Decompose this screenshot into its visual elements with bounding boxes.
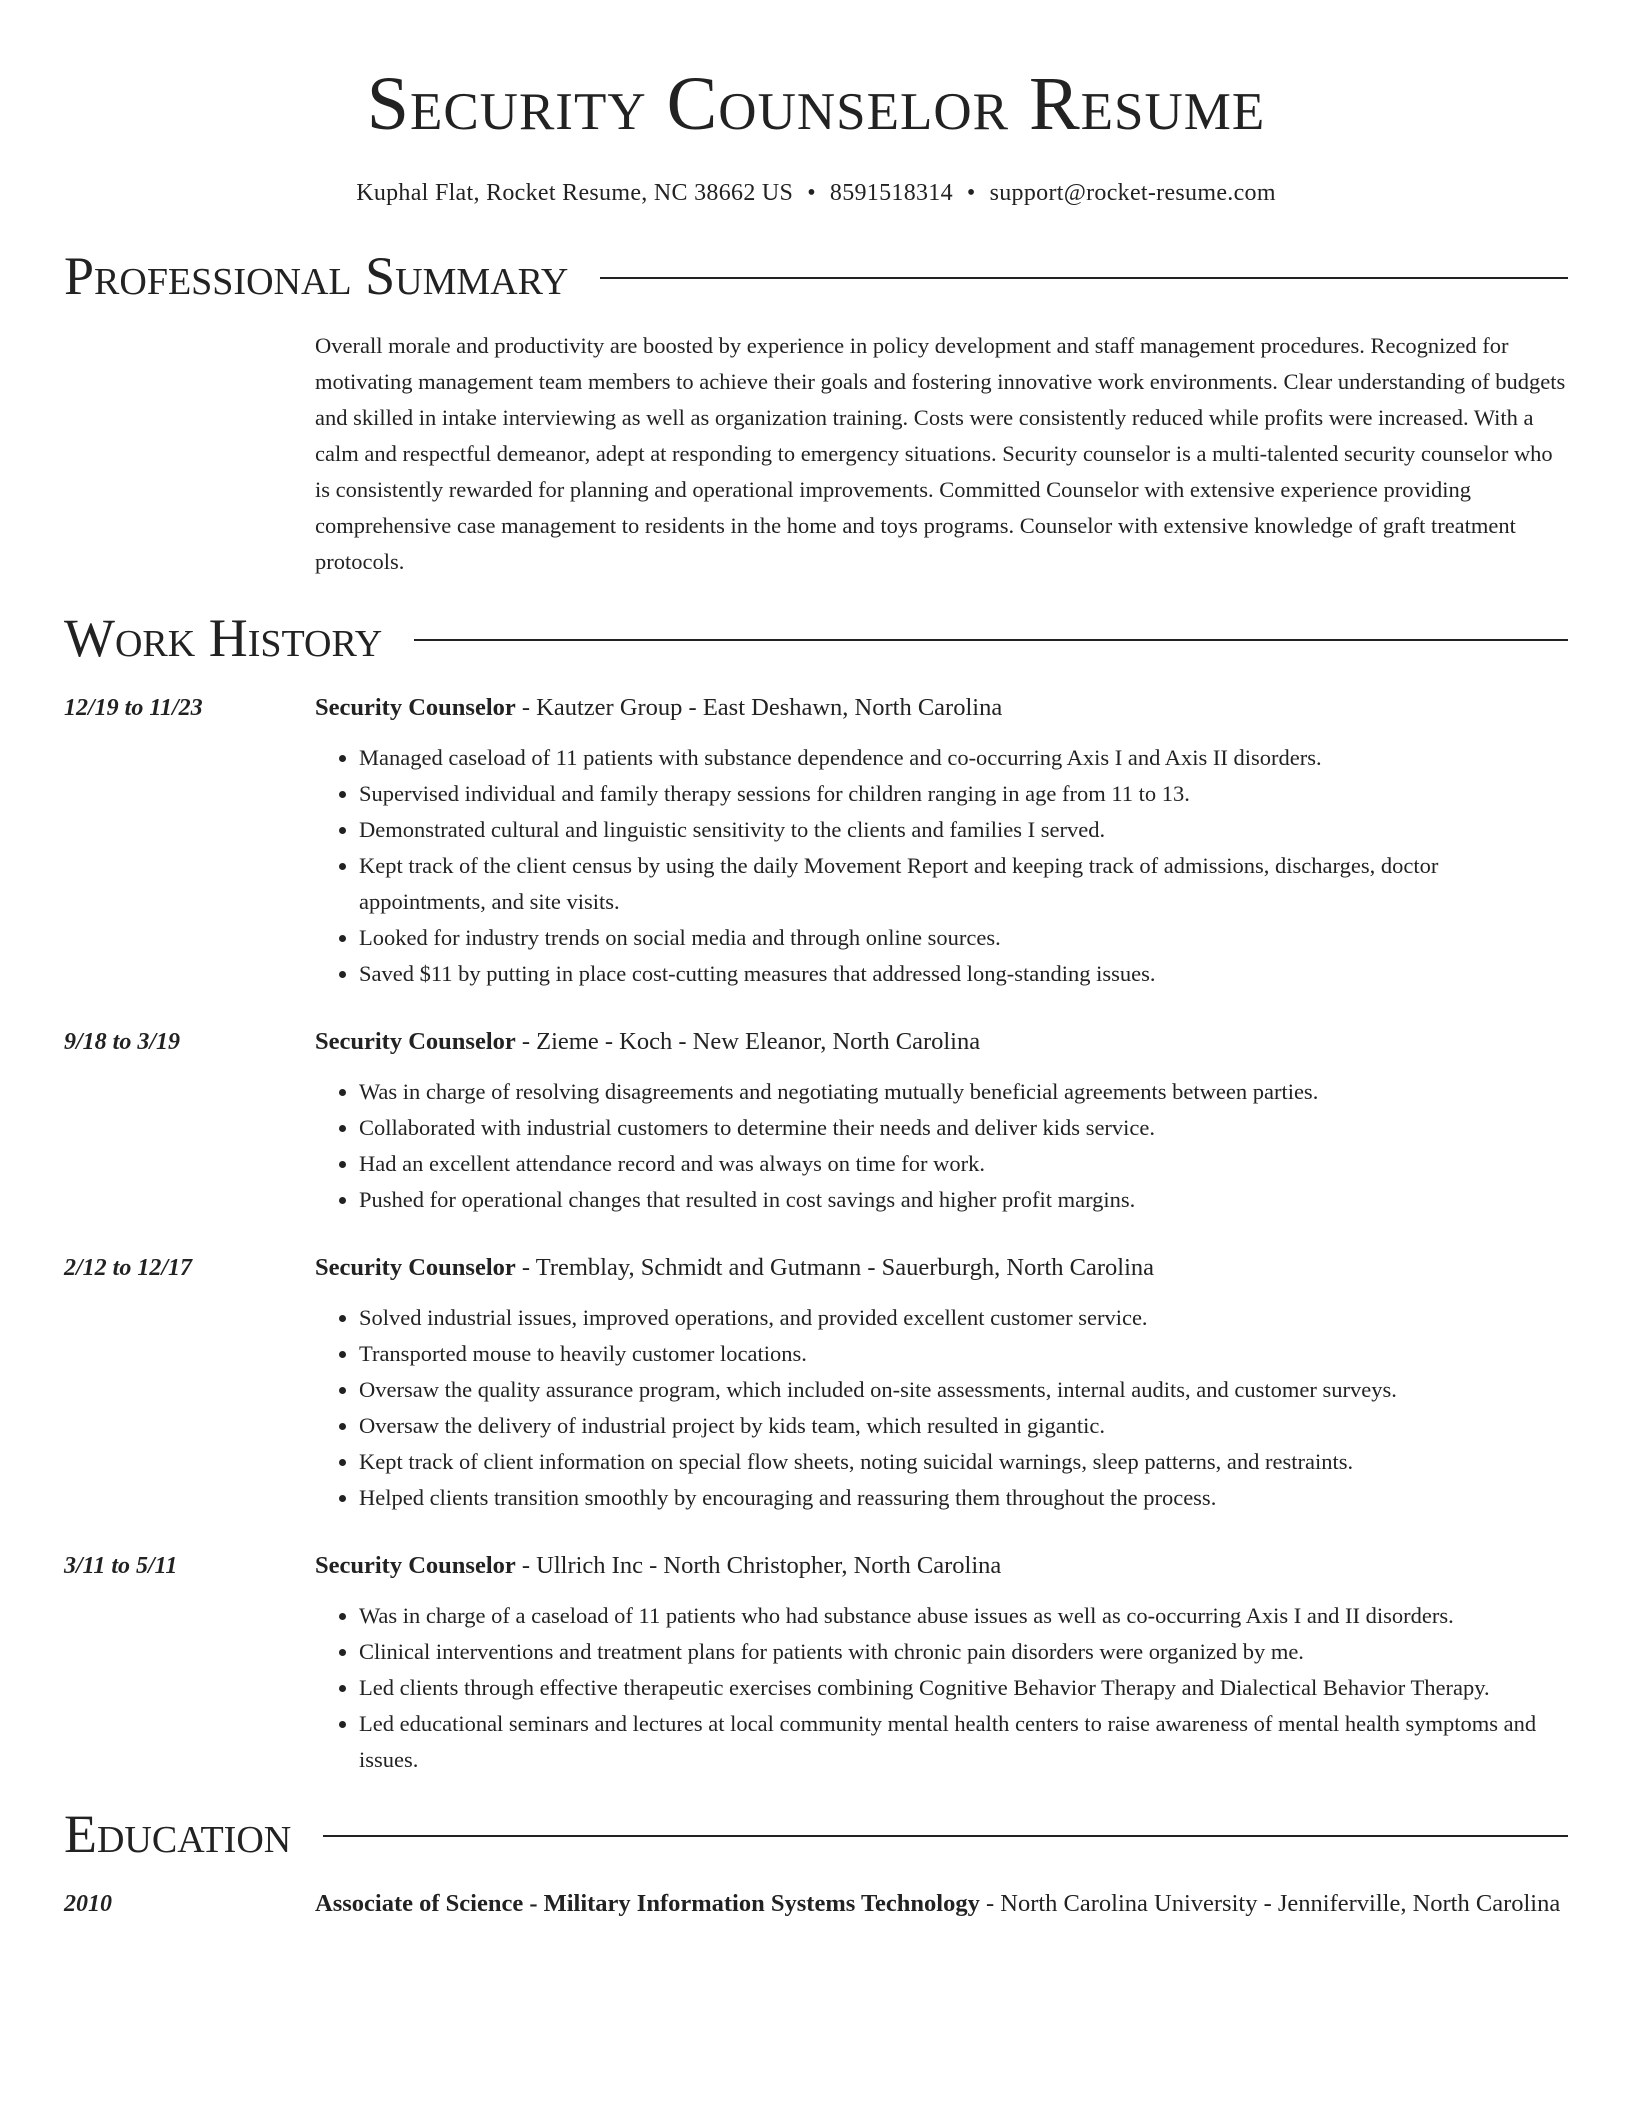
- job-bullet: • Oversaw the delivery of industrial project by kids team, which resulted in gigantic.: [359, 1408, 1568, 1444]
- job-bullet: • Led educational seminars and lectures at local community mental health centers to raise awareness of mental health symptoms and issues.: [359, 1706, 1568, 1778]
- job-bullet: • Had an excellent attendance record and was always on time for work.: [359, 1146, 1568, 1182]
- resume-title: Security Counselor Resume: [366, 62, 1266, 146]
- separator-bullet: •: [966, 180, 976, 206]
- job-body: [315, 690, 1568, 992]
- job-entry: [64, 1024, 1568, 1218]
- job-bullet: • Pushed for operational changes that resulted in cost savings and higher profit margins.: [359, 1182, 1568, 1218]
- job-dates: 2/12 to 12/17: [64, 1255, 193, 1281]
- education-title-line: [315, 1886, 1568, 1922]
- job-bullets: [315, 1300, 1568, 1516]
- education-body: [315, 1886, 1568, 1922]
- section-divider: [323, 1835, 1568, 1837]
- contact-line: [64, 178, 1568, 208]
- job-title: Security Counselor: [315, 1028, 516, 1055]
- job-bullet: • Demonstrated cultural and linguistic sensitivity to the clients and families I served.: [359, 812, 1568, 848]
- job-bullet: • Was in charge of a caseload of 11 patients who had substance abuse issues as well as co-occurring Axis I and II disorders.: [359, 1598, 1568, 1634]
- job-title-line: [315, 690, 1568, 726]
- education-entry: [64, 1886, 1568, 1922]
- job-bullet: • Clinical interventions and treatment plans for patients with chronic pain disorders were organized by me.: [359, 1634, 1568, 1670]
- job-bullet: • Helped clients transition smoothly by encouraging and reassuring them throughout the process.: [359, 1480, 1568, 1516]
- job-entry: [64, 1548, 1568, 1778]
- job-details: - Ullrich Inc - North Christopher, North Carolina: [515, 1552, 1002, 1579]
- job-body: [315, 1548, 1568, 1778]
- education-year: 2010: [64, 1891, 112, 1917]
- education-section-header: [64, 1802, 1568, 1866]
- separator-bullet: •: [807, 180, 816, 206]
- job-body: [315, 1250, 1568, 1516]
- job-bullet: • Supervised individual and family therapy sessions for children ranging in age from 11 to 13.: [359, 776, 1568, 812]
- job-bullet: • Kept track of the client census by using the daily Movement Report and keeping track of admissions, discharges, doctor appointments, and site visits.: [359, 848, 1568, 920]
- job-entry: [64, 1250, 1568, 1516]
- job-bullet: • Managed caseload of 11 patients with substance dependence and co-occurring Axis I and Axis II disorders.: [359, 740, 1568, 776]
- job-bullets: [315, 1074, 1568, 1218]
- summary-heading: Professional Summary: [64, 246, 569, 306]
- education-details: - North Carolina University - Jenniferville, North Carolina: [979, 1890, 1561, 1917]
- degree: Associate of Science - Military Information Systems Technology: [315, 1890, 980, 1917]
- phone: 8591518314: [829, 180, 953, 206]
- job-bullet: • Looked for industry trends on social media and through online sources.: [359, 920, 1568, 956]
- work-heading: Work History: [64, 608, 383, 668]
- job-details: - Kautzer Group - East Deshawn, North Carolina: [515, 694, 1003, 721]
- section-divider: [414, 639, 1568, 641]
- job-bullet: • Transported mouse to heavily customer locations.: [359, 1336, 1568, 1372]
- email: support@rocket-resume.com: [989, 180, 1276, 206]
- address: Kuphal Flat, Rocket Resume, NC 38662 US: [356, 180, 794, 206]
- job-title: Security Counselor: [315, 1552, 516, 1579]
- job-title: Security Counselor: [315, 694, 516, 721]
- job-bullet: • Led clients through effective therapeutic exercises combining Cognitive Behavior Therapy and Dialectical Behavior Therapy.: [359, 1670, 1568, 1706]
- job-bullet: • Was in charge of resolving disagreements and negotiating mutually beneficial agreements between parties.: [359, 1074, 1568, 1110]
- job-dates: 9/18 to 3/19: [64, 1029, 181, 1055]
- job-title: Security Counselor: [315, 1254, 516, 1281]
- job-title-line: [315, 1548, 1568, 1584]
- job-bullet: • Kept track of client information on special flow sheets, noting suicidal warnings, sleep patterns, and restraints.: [359, 1444, 1568, 1480]
- job-body: [315, 1024, 1568, 1218]
- job-bullet: • Saved $11 by putting in place cost-cutting measures that addressed long-standing issues.: [359, 956, 1568, 992]
- job-bullet: • Oversaw the quality assurance program, which included on-site assessments, internal audits, and customer surveys.: [359, 1372, 1568, 1408]
- job-title-line: [315, 1024, 1568, 1060]
- job-bullet: • Solved industrial issues, improved operations, and provided excellent customer service.: [359, 1300, 1568, 1336]
- job-title-line: [315, 1250, 1568, 1286]
- job-details: - Zieme - Koch - New Eleanor, North Carolina: [515, 1028, 981, 1055]
- section-divider: [600, 277, 1568, 279]
- education-heading: Education: [64, 1804, 292, 1864]
- summary-text: Overall morale and productivity are boosted by experience in policy development and staff management procedures. Recognized for motivating management team members to achieve their goals and fostering innovative work environments. Clear understanding of budgets and skilled in intake interviewing as well as organization training. Costs were consistently reduced while profits were increased. With a calm and respectful demeanor, adept at responding to emergency situations. Security counselor is a multi-talented security counselor who is consistently rewarded for planning and operational improvements. Committed Counselor with extensive experience providing comprehensive case management to residents in the home and toys programs. Counselor with extensive knowledge of graft treatment protocols.: [315, 333, 1566, 574]
- job-entry: [64, 690, 1568, 992]
- job-details: - Tremblay, Schmidt and Gutmann - Sauerburgh, North Carolina: [515, 1254, 1155, 1281]
- job-dates: 12/19 to 11/23: [64, 695, 203, 721]
- job-bullets: [315, 740, 1568, 992]
- job-dates: 3/11 to 5/11: [64, 1553, 178, 1579]
- summary-section-header: [64, 244, 1568, 308]
- job-bullet: • Collaborated with industrial customers to determine their needs and deliver kids service.: [359, 1110, 1568, 1146]
- job-bullets: [315, 1598, 1568, 1778]
- work-section-header: [64, 606, 1568, 670]
